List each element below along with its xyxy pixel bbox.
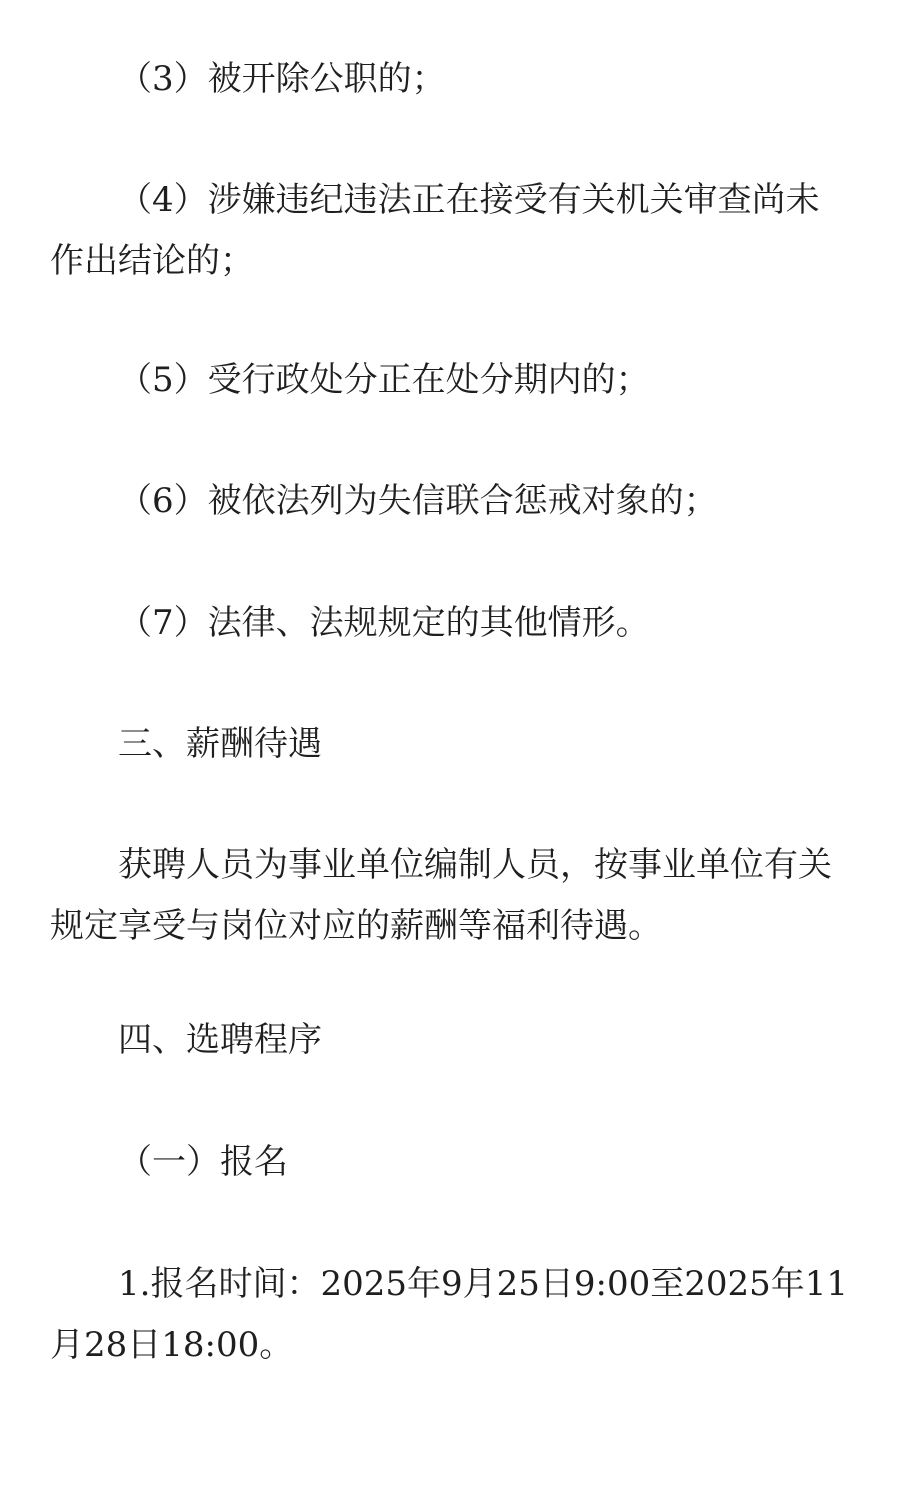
paragraph-registration-time: 1.报名时间：2025年9月25日9:00至2025年11月28日18:00。 — [50, 1264, 849, 1365]
section-heading-selection-procedure: 四、选聘程序 — [118, 1020, 322, 1060]
paragraph-disqualification-3: （3）被开除公职的； — [118, 59, 446, 99]
subsection-heading-registration: （一）报名 — [118, 1142, 288, 1182]
paragraph-salary-details: 获聘人员为事业单位编制人员，按事业单位有关规定享受与岗位对应的薪酬等福利待遇。 — [50, 845, 832, 946]
section-heading-salary: 三、薪酬待遇 — [118, 724, 322, 764]
paragraph-disqualification-7: （7）法律、法规规定的其他情形。 — [118, 603, 650, 643]
paragraph-disqualification-6: （6）被依法列为失信联合惩戒对象的； — [118, 481, 718, 521]
paragraph-disqualification-5: （5）受行政处分正在处分期内的； — [118, 360, 650, 400]
paragraph-disqualification-4: （4）涉嫌违纪违法正在接受有关机关审查尚未作出结论的； — [50, 180, 820, 281]
